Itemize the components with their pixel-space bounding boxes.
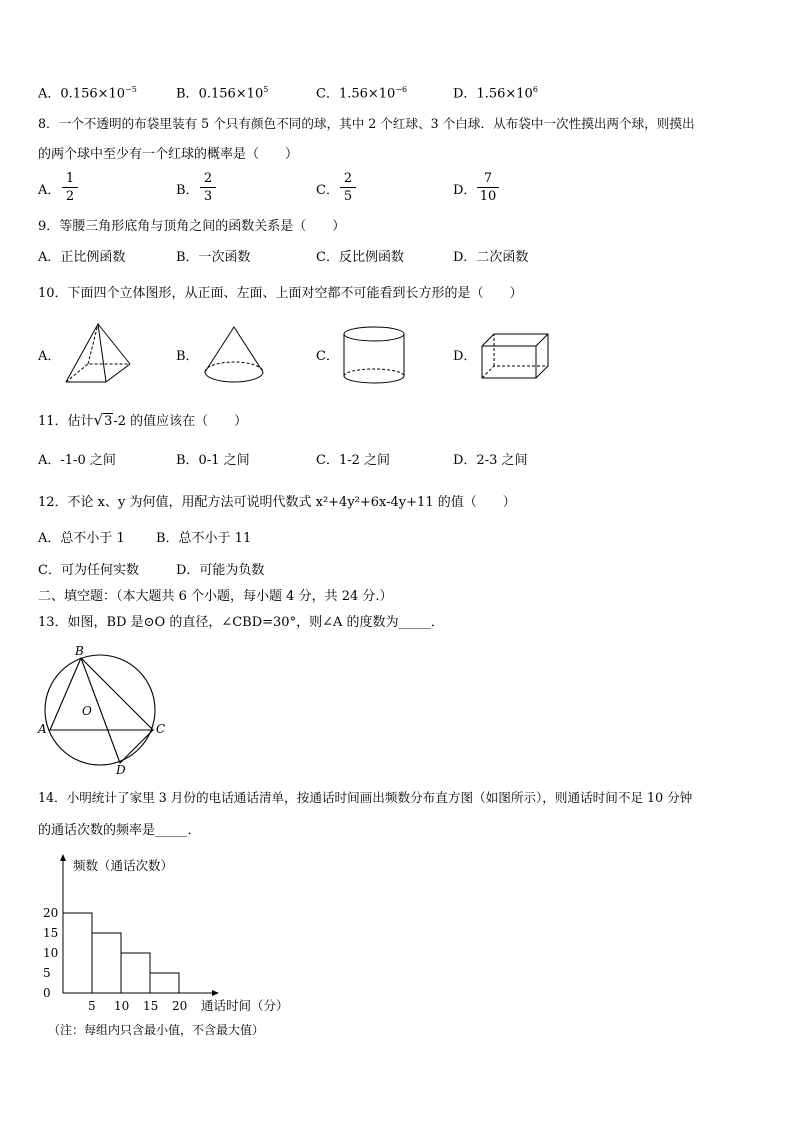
y-tick-label: 15 <box>43 926 59 940</box>
q10-option-d-label: D． <box>453 349 477 364</box>
q10-stem: 10．下面四个立体图形，从正面、左面、上面对空都不可能看到长方形的是（ ） <box>38 286 523 301</box>
y-tick-label: 10 <box>43 946 59 960</box>
y-tick-label: 20 <box>43 906 59 920</box>
label-o: O <box>82 704 92 718</box>
x-tick-label: 5 <box>88 999 96 1013</box>
histogram-bar-1 <box>92 933 121 993</box>
q8-option-a-fraction: 1 2 <box>62 172 78 203</box>
y-axis-label: 频数（通话次数） <box>73 858 174 873</box>
y-tick-label: 0 <box>43 986 51 1000</box>
q9-option-a: A．正比例函数 <box>38 250 126 265</box>
q8-option-d-label: D． <box>453 183 477 198</box>
q7-option-d: D．$1.56\times 10^6$ <box>453 85 538 102</box>
circle-figure <box>36 644 172 778</box>
q11-option-c: C．1-2 之间 <box>316 453 391 468</box>
cylinder-figure <box>342 326 406 386</box>
frequency-histogram <box>30 848 310 1018</box>
x-axis-label: 通话时间（分） <box>201 998 289 1013</box>
q8-option-b-fraction: 2 3 <box>200 172 216 203</box>
q7-option-a: A．$0.156\times 10^{-5}$ <box>38 85 137 102</box>
cone-figure <box>202 324 266 386</box>
q12-option-c: C．可为任何实数 <box>38 563 139 578</box>
histogram-bar-0 <box>63 913 92 993</box>
cuboid-figure <box>480 332 552 380</box>
histogram-bar-3 <box>150 973 179 993</box>
q10-option-c-label: C． <box>316 349 339 364</box>
x-axis-arrow <box>212 990 219 996</box>
q10-option-b-label: B． <box>176 349 199 364</box>
x-tick-label: 20 <box>172 999 188 1013</box>
q11-option-d: D．2-3 之间 <box>453 453 528 468</box>
label-d: D <box>116 763 126 777</box>
q9-option-b: B．一次函数 <box>176 250 251 265</box>
q13-stem: 13．如图，BD 是⊙O 的直径，∠CBD=30°，则∠A 的度数为_____． <box>38 615 444 630</box>
q8-option-c-label: C． <box>316 183 339 198</box>
x-tick-label: 15 <box>143 999 159 1013</box>
x-tick-label: 10 <box>114 999 130 1013</box>
q14-stem-line2: 的通话次数的频率是_____． <box>38 823 201 838</box>
q11-stem: 11．估计√3-2 的值应该在（ ） <box>38 411 248 429</box>
y-axis-arrow <box>60 854 66 861</box>
section-heading: 二、填空题：（本大题共 6 个小题，每小题 4 分，共 24 分.） <box>38 589 393 604</box>
q14-stem-line1: 14．小明统计了家里 3 月份的电话通话清单，按通话时间画出频数分布直方图（如图所示），则通话时间不足 10 分钟 <box>38 790 693 805</box>
q9-option-c: C．反比例函数 <box>316 250 404 265</box>
label-c: C <box>156 722 166 736</box>
q7-option-c: C．$1.56\times 10^{-6}$ <box>316 85 408 102</box>
q8-option-a-label: A． <box>38 183 61 198</box>
q8-option-c-fraction: 2 5 <box>340 172 356 203</box>
q12-option-d: D．可能为负数 <box>176 563 265 578</box>
q7-option-b: B．$0.156\times 10^5$ <box>176 85 269 102</box>
pyramid-figure <box>62 320 134 386</box>
q11-option-a: A．-1-0 之间 <box>38 453 116 468</box>
q8-stem-line2: 的两个球中至少有一个红球的概率是（ ） <box>38 147 299 162</box>
q14-note: （注：每组内只含最小值，不含最大值） <box>48 1023 265 1037</box>
q8-option-b-label: B． <box>176 183 199 198</box>
y-tick-label: 5 <box>43 966 51 980</box>
label-b: B <box>75 644 84 658</box>
histogram-bar-2 <box>121 953 150 993</box>
q10-option-a-label: A． <box>38 349 61 364</box>
q12-option-b: B．总不小于 11 <box>156 531 252 546</box>
q9-stem: 9．等腰三角形底角与顶角之间的函数关系是（ ） <box>38 219 346 234</box>
q8-option-d-fraction: 7 10 <box>477 172 499 203</box>
label-a: A <box>38 722 47 736</box>
q8-stem-line1: 8．一个不透明的布袋里装有 5 个只有颜色不同的球，其中 2 个红球、3 个白球．从布袋中一次性摸出两个球，则摸出 <box>38 116 695 131</box>
q12-stem: 12．不论 x、y 为何值，用配方法可说明代数式 x²+4y²+6x-4y+11 的值（ ） <box>38 495 516 510</box>
q12-option-a: A．总不小于 1 <box>38 531 125 546</box>
q11-option-b: B．0-1 之间 <box>176 453 250 468</box>
q9-option-d: D．二次函数 <box>453 250 529 265</box>
